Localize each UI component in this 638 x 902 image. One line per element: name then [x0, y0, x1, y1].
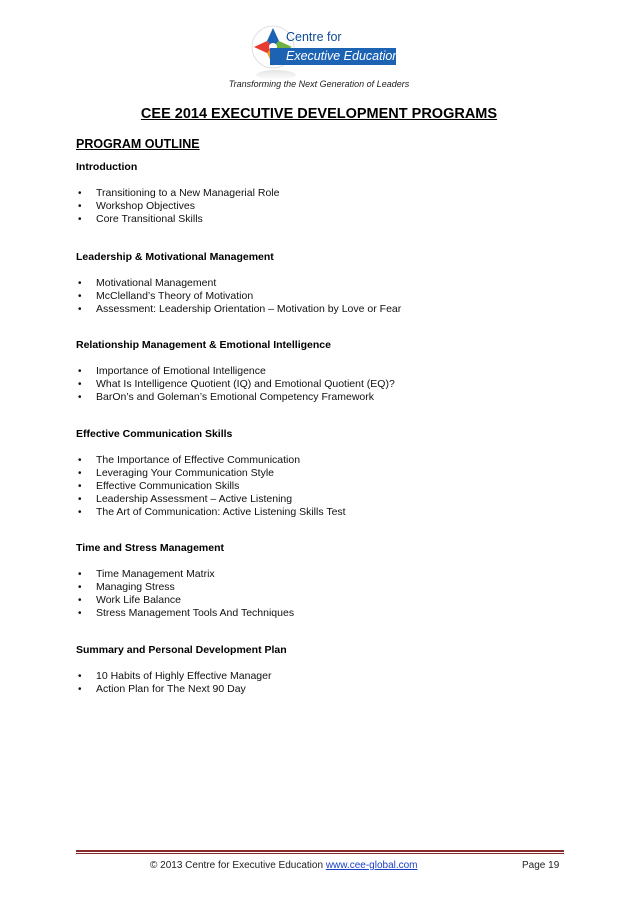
list-item	[76, 365, 395, 378]
section-list	[76, 365, 395, 404]
bullet-icon: •	[78, 595, 82, 606]
list-item	[76, 303, 401, 316]
bullet-icon: •	[78, 684, 82, 695]
bullet-icon: •	[78, 366, 82, 377]
footer-page-number: Page 19	[522, 860, 560, 871]
list-item	[76, 683, 271, 696]
list-item-text: Time Management Matrix	[96, 568, 215, 580]
list-item-text: Stress Management Tools And Techniques	[96, 607, 295, 619]
list-item-text: Core Transitional Skills	[96, 213, 203, 225]
list-item	[76, 378, 395, 391]
list-item	[76, 187, 279, 200]
bullet-icon: •	[78, 569, 82, 580]
list-item-text: Effective Communication Skills	[96, 480, 240, 492]
footer-copyright-text: © 2013 Centre for Executive Education	[150, 860, 326, 871]
section-heading: Time and Stress Management	[76, 542, 225, 554]
list-item	[76, 213, 279, 226]
section-heading: Relationship Management & Emotional Intelligence	[76, 339, 331, 351]
list-item	[76, 480, 346, 493]
list-item-text: Motivational Management	[96, 277, 217, 289]
page-title: CEE 2014 EXECUTIVE DEVELOPMENT PROGRAMS	[140, 106, 498, 122]
list-item	[76, 454, 346, 467]
list-item	[76, 391, 395, 404]
list-item-text: 10 Habits of Highly Effective Manager	[96, 670, 272, 682]
list-item-text: Managing Stress	[96, 581, 175, 593]
bullet-icon: •	[78, 507, 82, 518]
bullet-icon: •	[78, 214, 82, 225]
bullet-icon: •	[78, 608, 82, 619]
list-item-text: Transitioning to a New Managerial Role	[96, 187, 280, 199]
list-item-text: Action Plan for The Next 90 Day	[96, 683, 246, 695]
list-item	[76, 581, 294, 594]
list-item	[76, 568, 294, 581]
list-item-text: The Importance of Effective Communication	[96, 454, 301, 466]
list-item-text: Work Life Balance	[96, 594, 182, 606]
bullet-icon: •	[78, 188, 82, 199]
list-item	[76, 607, 294, 620]
section-heading: Effective Communication Skills	[76, 428, 233, 440]
section-heading: Introduction	[76, 161, 138, 173]
program-outline-title: PROGRAM OUTLINE	[76, 137, 200, 151]
bullet-icon: •	[78, 582, 82, 593]
footer-rule-thin	[76, 853, 564, 854]
list-item-text: Workshop Objectives	[96, 200, 196, 212]
bullet-icon: •	[78, 455, 82, 466]
list-item-text: Leadership Assessment – Active Listening	[96, 493, 293, 505]
list-item-text: Assessment: Leadership Orientation – Motivation by Love or Fear	[96, 303, 402, 315]
list-item-text: Importance of Emotional Intelligence	[96, 365, 266, 377]
footer-copyright	[150, 860, 418, 871]
section-list	[76, 277, 401, 316]
logo-line-2: Executive Education	[286, 49, 400, 63]
bullet-icon: •	[78, 304, 82, 315]
list-item-text: What Is Intelligence Quotient (IQ) and Emotional Quotient (EQ)?	[96, 378, 395, 390]
list-item	[76, 200, 279, 213]
cee-logo	[250, 24, 400, 78]
section-list	[76, 187, 279, 226]
bullet-icon: •	[78, 201, 82, 212]
bullet-icon: •	[78, 481, 82, 492]
section-heading: Leadership & Motivational Management	[76, 251, 274, 263]
list-item	[76, 506, 346, 519]
section-list	[76, 454, 346, 519]
bullet-icon: •	[78, 671, 82, 682]
bullet-icon: •	[78, 291, 82, 302]
list-item-text: BarOn’s and Goleman’s Emotional Competency Framework	[96, 391, 374, 403]
logo-line-1: Centre for	[286, 30, 342, 44]
section-heading: Summary and Personal Development Plan	[76, 644, 287, 656]
list-item-text: Leveraging Your Communication Style	[96, 467, 275, 479]
tagline: Transforming the Next Generation of Leaders	[228, 79, 410, 89]
list-item	[76, 493, 346, 506]
list-item	[76, 670, 271, 683]
section-list	[76, 568, 294, 620]
list-item-text: McClelland’s Theory of Motivation	[96, 290, 254, 302]
footer-website-link[interactable]: www.cee-global.com	[325, 860, 418, 871]
list-item	[76, 277, 401, 290]
bullet-icon: •	[78, 494, 82, 505]
bullet-icon: •	[78, 278, 82, 289]
bullet-icon: •	[78, 392, 82, 403]
list-item-text: The Art of Communication: Active Listening Skills Test	[96, 506, 346, 518]
bullet-icon: •	[78, 379, 82, 390]
bullet-icon: •	[78, 468, 82, 479]
section-list	[76, 670, 271, 696]
list-item	[76, 467, 346, 480]
list-item	[76, 290, 401, 303]
list-item	[76, 594, 294, 607]
footer-rule	[76, 850, 564, 852]
